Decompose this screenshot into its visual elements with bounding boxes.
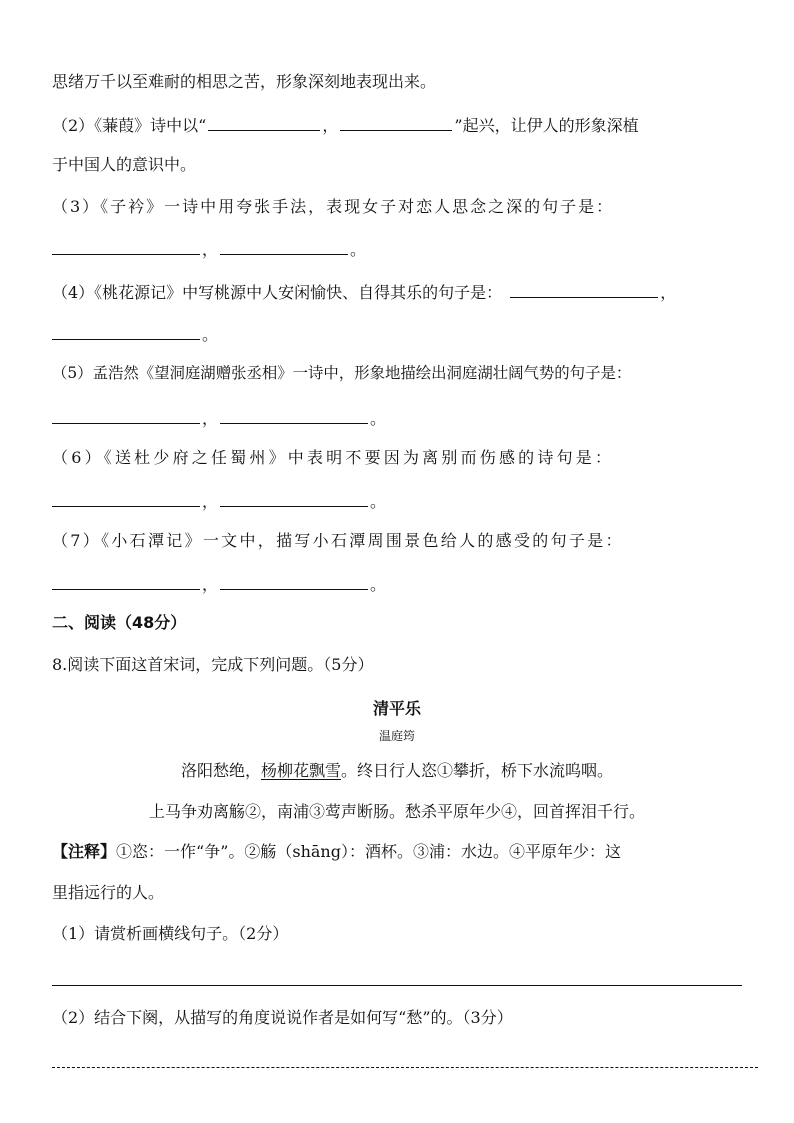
q2-blank-2[interactable]	[340, 114, 452, 131]
question-3: （3）《子衿》一诗中用夸张手法，表现女子对恋人思念之深的句子是：	[52, 197, 615, 216]
q7-answer-row	[52, 573, 386, 596]
q7-period: 。	[370, 575, 387, 594]
q3-blank-2[interactable]	[220, 238, 348, 255]
poem-line-1	[0, 758, 794, 781]
question-7: （7）《小石潭记》一文中，描写小石潭周围景色给人的感受的句子是：	[52, 531, 624, 550]
q4-blank-1[interactable]	[510, 281, 658, 298]
q7-blank-1[interactable]	[52, 573, 200, 590]
q3-answer-row	[52, 238, 366, 261]
q6-comma: ，	[202, 492, 219, 511]
q6-answer-row	[52, 490, 386, 513]
section-2-heading: 二、阅读（48分）	[52, 613, 187, 632]
q6-blank-1[interactable]	[52, 490, 200, 507]
q2-continuation: 于中国人的意识中。	[52, 155, 197, 174]
sub-question-2-answer-line[interactable]	[52, 1067, 758, 1068]
q5-period: 。	[370, 409, 387, 428]
question-2	[52, 114, 639, 137]
notes-line-2: 里指远行的人。	[52, 883, 165, 902]
sub-question-2: （2）结合下阕，从描写的角度说说作者是如何写“愁”的。（3分）	[52, 1008, 513, 1027]
notes-label: 【注释】	[52, 842, 117, 861]
q3-blank-1[interactable]	[52, 238, 200, 255]
q4-answer-row	[52, 323, 218, 346]
q4-period: 。	[202, 325, 219, 344]
q5-blank-1[interactable]	[52, 407, 200, 424]
poem-line-1-post: 。终日行人恣①攀折，桥下水流呜咽。	[341, 761, 614, 780]
q3-period: 。	[350, 240, 367, 259]
q2-blank-1[interactable]	[208, 114, 320, 131]
question-5: （5）孟浩然《望洞庭湖赠张丞相》一诗中，形象地描绘出洞庭湖壮阔气势的句子是：	[52, 364, 632, 382]
q7-blank-2[interactable]	[220, 573, 368, 590]
q2-text-end: ”起兴，让伊人的形象深植	[454, 116, 639, 135]
q6-period: 。	[370, 492, 387, 511]
poem-title: 清平乐	[372, 699, 421, 718]
q5-answer-row	[52, 407, 386, 430]
sub-question-1: （1）请赏析画横线句子。（2分）	[52, 924, 289, 943]
q3-comma: ，	[202, 240, 219, 259]
q7-comma: ，	[202, 575, 219, 594]
q2-comma: ，	[322, 116, 339, 135]
q2-text-start: （2）《蒹葭》诗中以“	[52, 116, 207, 135]
poem-line-1-pre: 洛阳愁绝，	[180, 761, 261, 780]
q4-comma: ，	[660, 283, 677, 302]
sub-question-1-answer-line[interactable]	[52, 985, 742, 986]
q5-comma: ，	[202, 409, 219, 428]
question-8-intro: 8.阅读下面这首宋词，完成下列问题。（5分）	[52, 655, 374, 674]
intro-tail-text: 思绪万千以至难耐的相思之苦，形象深刻地表现出来。	[52, 72, 437, 91]
poem-underlined-phrase: 杨柳花飘雪	[260, 761, 341, 780]
q6-blank-2[interactable]	[220, 490, 368, 507]
poem-notes	[52, 841, 621, 863]
question-6: （6）《送杜少府之任蜀州》中表明不要因为离别而伤感的诗句是：	[52, 448, 615, 467]
q4-text: （4）《桃花源记》中写桃源中人安闲愉快、自得其乐的句子是：	[52, 283, 503, 302]
question-4	[52, 281, 676, 304]
q5-blank-2[interactable]	[220, 407, 368, 424]
notes-line-1: ①恣：一作“争”。②觞（shāng）：酒杯。③浦：水边。④平原年少：这	[116, 842, 621, 861]
poem-line-2: 上马争劝离觞②，南浦③莺声断肠。愁杀平原年少④，回首挥泪千行。	[148, 802, 645, 821]
poem-author: 温庭筠	[378, 729, 415, 743]
q4-blank-2[interactable]	[52, 323, 200, 340]
